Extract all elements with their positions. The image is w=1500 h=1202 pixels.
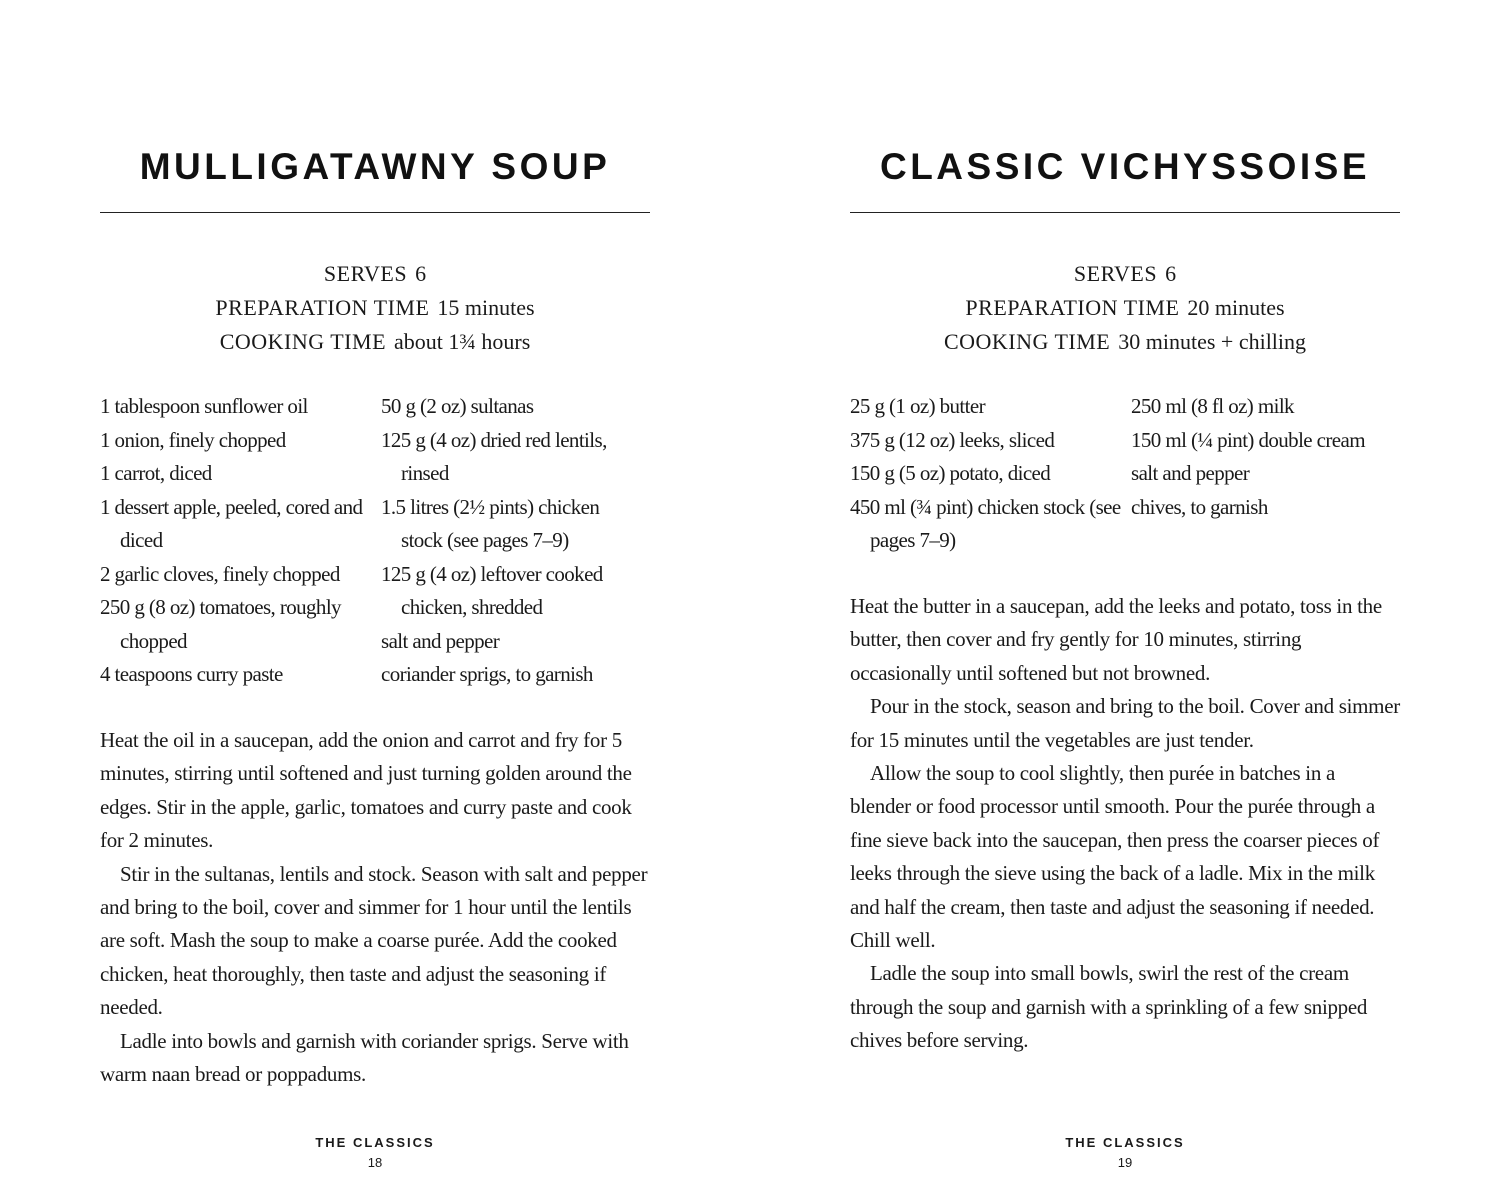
ingredient: 1 carrot, diced <box>100 461 212 485</box>
method-paragraph: Ladle into bowls and garnish with coriander sprigs. Serve with warm naan bread or poppadums. <box>100 1028 629 1087</box>
recipe-meta <box>100 257 650 359</box>
ingredients-column-2 <box>381 390 650 692</box>
title-rule <box>100 212 650 213</box>
recipe-meta <box>850 257 1400 359</box>
title-rule <box>850 212 1400 213</box>
ingredient: salt and pepper <box>1131 461 1250 485</box>
cooking-time-value: 30 minutes + chilling <box>1118 329 1307 354</box>
ingredient: 1 dessert apple, peeled, cored and diced <box>100 494 363 552</box>
recipe-title: MULLIGATAWNY SOUP <box>139 146 611 187</box>
recipe-title: CLASSIC VICHYSSOISE <box>879 146 1371 187</box>
ingredient: 125 g (4 oz) dried red lentils, rinsed <box>381 427 607 485</box>
cooking-time-line <box>100 325 650 359</box>
ingredients-column-2 <box>1131 390 1400 524</box>
ingredient: 375 g (12 oz) leeks, sliced <box>850 427 1055 452</box>
serves-label: SERVES <box>323 261 408 286</box>
ingredient: 4 teaspoons curry paste <box>100 662 283 686</box>
page-footer <box>100 1134 650 1174</box>
section-name: THE CLASSICS <box>315 1135 435 1150</box>
ingredient: 125 g (4 oz) leftover cooked chicken, shredded <box>381 561 603 619</box>
cooking-time-value: about 1¾ hours <box>394 329 531 354</box>
ingredient: 1 onion, finely chopped <box>100 427 286 452</box>
ingredient: 150 ml (¼ pint) double cream <box>1131 427 1365 452</box>
page-footer <box>850 1134 1400 1174</box>
ingredient: 250 ml (8 fl oz) milk <box>1131 394 1294 418</box>
ingredient: 450 ml (¾ pint) chicken stock (see pages 7–9) <box>850 494 1121 552</box>
ingredients-column-1 <box>850 390 1130 558</box>
method-paragraph: Pour in the stock, season and bring to the boil. Cover and simmer for 15 minutes until the vegetables are just tender. <box>850 694 1400 752</box>
ingredient: salt and pepper <box>381 628 500 653</box>
serves-line <box>100 257 650 291</box>
page-number: 19 <box>1117 1155 1133 1170</box>
method-paragraph: Allow the soup to cool slightly, then purée in batches in a blender or food processor until smooth. Pour the purée through a fine sieve back into the saucepan, then press the coarser pieces of leeks through the sieve using the back of a ladle. Mix in the milk and half the cream, then taste and adjust the seasoning if needed. Chill well. <box>850 761 1380 953</box>
prep-time-label: PREPARATION TIME <box>215 295 430 320</box>
cooking-time-label: COOKING TIME <box>219 329 387 354</box>
serves-label: SERVES <box>1073 261 1158 286</box>
cooking-time-line <box>850 325 1400 359</box>
method-paragraph: Heat the butter in a saucepan, add the leeks and potato, toss in the butter, then cover and fry gently for 10 minutes, stirring occasionally until softened but not browned. <box>850 594 1382 685</box>
method-paragraph: Heat the oil in a saucepan, add the onion and carrot and fry for 5 minutes, stirring until softened and just turning golden around the edges. Stir in the apple, garlic, tomatoes and curry paste and cook for 2 minutes. <box>100 728 632 853</box>
prep-time-value: 15 minutes <box>437 295 535 320</box>
prep-time-line <box>100 291 650 325</box>
ingredient: 25 g (1 oz) butter <box>850 394 985 418</box>
ingredient: 2 garlic cloves, finely chopped <box>100 561 340 586</box>
ingredient: 150 g (5 oz) potato, diced <box>850 461 1051 485</box>
ingredient: 1.5 litres (2½ pints) chicken stock (see pages 7–9) <box>381 494 600 552</box>
ingredient: chives, to garnish <box>1131 494 1268 519</box>
left-page <box>100 0 650 1202</box>
cooking-time-label: COOKING TIME <box>943 329 1111 354</box>
serves-line <box>850 257 1400 291</box>
method-paragraph: Ladle the soup into small bowls, swirl the rest of the cream through the soup and garnish with a sprinkling of a few snipped chives before serving. <box>850 961 1368 1053</box>
ingredient: 50 g (2 oz) sultanas <box>381 394 534 418</box>
method-paragraph: Stir in the sultanas, lentils and stock. Season with salt and pepper and bring to the boil, cover and simmer for 1 hour until the lentils are soft. Mash the soup to make a coarse purée. Add the cooked chicken, heat thoroughly, then taste and adjust the seasoning if needed. <box>100 861 648 1020</box>
method-text <box>850 590 1400 1058</box>
ingredient: 1 tablespoon sunflower oil <box>100 394 308 418</box>
right-page <box>850 0 1400 1202</box>
serves-value: 6 <box>415 261 427 286</box>
prep-time-line <box>850 291 1400 325</box>
method-text <box>100 724 650 1091</box>
prep-time-label: PREPARATION TIME <box>965 295 1180 320</box>
ingredient: coriander sprigs, to garnish <box>381 662 593 686</box>
serves-value: 6 <box>1165 261 1177 286</box>
section-name: THE CLASSICS <box>1065 1135 1185 1150</box>
ingredient: 250 g (8 oz) tomatoes, roughly chopped <box>100 595 341 653</box>
prep-time-value: 20 minutes <box>1187 295 1285 320</box>
ingredients-column-1 <box>100 390 380 692</box>
page-number: 18 <box>367 1155 383 1170</box>
